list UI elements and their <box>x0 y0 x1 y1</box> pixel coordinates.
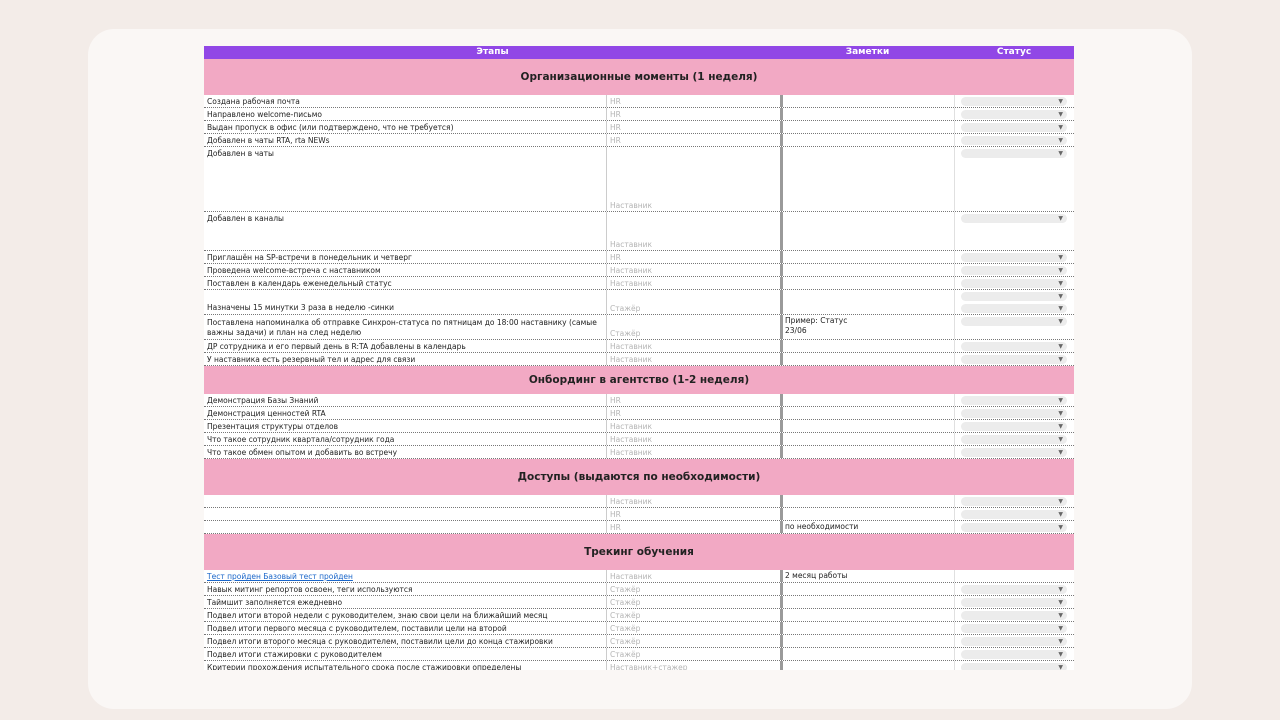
status-cell <box>954 508 1074 520</box>
chevron-down-icon: ▼ <box>1058 612 1063 619</box>
stage-text: Поставлен в календарь еженедельный статус <box>207 279 392 288</box>
stage-cell <box>204 95 606 107</box>
table-row <box>204 407 1074 420</box>
column-header-stages: Этапы <box>476 47 509 57</box>
owner-text: HR <box>610 510 621 519</box>
status-cell <box>954 521 1074 533</box>
owner-cell <box>606 212 780 250</box>
stage-text: Подвел итоги второй недели с руководителем, знаю свои цели на ближайший месяц <box>207 611 548 620</box>
status-dropdown[interactable] <box>961 304 1067 313</box>
table-row <box>204 596 1074 609</box>
status-dropdown[interactable] <box>961 585 1067 594</box>
stage-text: Подвел итоги первого месяца с руководителем, поставили цели на второй <box>207 624 507 633</box>
chevron-down-icon: ▼ <box>1058 638 1063 645</box>
owner-text: HR <box>610 110 621 119</box>
section-header: Трекинг обучения <box>204 534 1074 570</box>
column-header-notes: Заметки <box>845 47 890 57</box>
status-cell <box>954 648 1074 660</box>
stage-cell <box>204 609 606 621</box>
table-row <box>204 277 1074 290</box>
notes-cell[interactable] <box>780 622 954 634</box>
stage-cell <box>204 508 606 520</box>
owner-text: Наставник <box>610 240 653 249</box>
chevron-down-icon: ▼ <box>1058 254 1063 261</box>
status-dropdown[interactable] <box>961 448 1067 457</box>
spreadsheet <box>204 46 1074 670</box>
stage-text: Что такое сотрудник квартала/сотрудник года <box>207 435 395 444</box>
notes-cell[interactable] <box>780 340 954 352</box>
table-row <box>204 420 1074 433</box>
notes-cell[interactable] <box>780 521 954 533</box>
stage-cell <box>204 290 606 314</box>
notes-cell[interactable] <box>780 508 954 520</box>
table-row <box>204 315 1074 340</box>
status-cell <box>954 583 1074 595</box>
status-cell <box>954 420 1074 432</box>
stage-text: Направлено welcome-письмо <box>207 110 322 119</box>
status-cell <box>954 622 1074 634</box>
notes-cell[interactable] <box>780 353 954 365</box>
owner-text: Наставник <box>610 497 653 506</box>
owner-cell <box>606 635 780 647</box>
stage-cell <box>204 121 606 133</box>
owner-text: Стажёр <box>610 598 641 607</box>
table-row <box>204 212 1074 251</box>
owner-text: Наставник <box>610 342 653 351</box>
status-dropdown[interactable] <box>961 136 1067 145</box>
status-dropdown[interactable] <box>961 435 1067 444</box>
notes-cell[interactable] <box>780 433 954 445</box>
chevron-down-icon: ▼ <box>1058 511 1063 518</box>
chevron-down-icon: ▼ <box>1058 410 1063 417</box>
notes-cell[interactable] <box>780 420 954 432</box>
table-row <box>204 264 1074 277</box>
owner-text: Наставник <box>610 435 653 444</box>
owner-text: Наставник+стажер <box>610 663 688 670</box>
table-row <box>204 635 1074 648</box>
stage-cell <box>204 340 606 352</box>
stage-cell <box>204 134 606 146</box>
status-cell <box>954 635 1074 647</box>
stage-text: Подвел итоги стажировки с руководителем <box>207 650 382 659</box>
notes-cell[interactable] <box>780 407 954 419</box>
status-cell <box>954 340 1074 352</box>
notes-text: Пример: Статус 23/06 <box>785 316 848 335</box>
chevron-down-icon: ▼ <box>1058 498 1063 505</box>
notes-cell[interactable] <box>780 95 954 107</box>
stage-cell <box>204 635 606 647</box>
section-header: Организационные моменты (1 неделя) <box>204 59 1074 95</box>
table-row <box>204 495 1074 508</box>
status-dropdown[interactable] <box>961 253 1067 262</box>
stage-text: ДР сотрудника и его первый день в R:TA добавлены в календарь <box>207 342 466 351</box>
section-header: Онбординг в агентство (1-2 неделя) <box>204 366 1074 394</box>
owner-cell <box>606 583 780 595</box>
status-cell <box>954 147 1074 211</box>
owner-text: Стажёр <box>610 650 641 659</box>
table-row <box>204 446 1074 459</box>
owner-cell <box>606 251 780 263</box>
notes-cell[interactable] <box>780 251 954 263</box>
owner-text: HR <box>610 123 621 132</box>
status-dropdown[interactable] <box>961 396 1067 405</box>
notes-cell[interactable] <box>780 264 954 276</box>
table-row <box>204 583 1074 596</box>
table-row <box>204 251 1074 264</box>
chevron-down-icon: ▼ <box>1058 137 1063 144</box>
status-dropdown[interactable] <box>961 279 1067 288</box>
chevron-down-icon: ▼ <box>1058 318 1063 325</box>
chevron-down-icon: ▼ <box>1058 356 1063 363</box>
owner-text: Стажёр <box>610 624 641 633</box>
table-row <box>204 121 1074 134</box>
stage-cell <box>204 596 606 608</box>
status-cell <box>954 251 1074 263</box>
notes-cell[interactable] <box>780 648 954 660</box>
table-row <box>204 290 1074 315</box>
status-cell <box>954 609 1074 621</box>
status-cell <box>954 446 1074 458</box>
chevron-down-icon: ▼ <box>1058 215 1063 222</box>
table-row <box>204 134 1074 147</box>
status-dropdown[interactable] <box>961 149 1067 158</box>
stage-text: Добавлен в каналы <box>207 214 284 223</box>
chevron-down-icon: ▼ <box>1058 423 1063 430</box>
owner-text: Стажёр <box>610 304 641 313</box>
owner-cell <box>606 446 780 458</box>
owner-text: Наставник <box>610 422 653 431</box>
table-row <box>204 95 1074 108</box>
notes-cell[interactable] <box>780 570 954 582</box>
stage-text: Добавлен в чаты <box>207 149 274 158</box>
notes-cell[interactable] <box>780 394 954 406</box>
notes-cell[interactable] <box>780 108 954 120</box>
owner-cell <box>606 420 780 432</box>
owner-cell <box>606 95 780 107</box>
status-cell <box>954 407 1074 419</box>
notes-cell[interactable] <box>780 147 954 211</box>
stage-cell <box>204 622 606 634</box>
status-cell <box>954 661 1074 670</box>
table-row <box>204 622 1074 635</box>
stage-text: Поставлена напоминалка об отправке Синхрон-статуса по пятницам до 18:00 наставнику (самые важны задачи) и план на след неделю <box>207 318 597 337</box>
stage-cell <box>204 264 606 276</box>
owner-cell <box>606 570 780 582</box>
stage-cell <box>204 108 606 120</box>
stage-cell <box>204 446 606 458</box>
chevron-down-icon: ▼ <box>1058 586 1063 593</box>
status-dropdown[interactable] <box>961 342 1067 351</box>
stage-cell <box>204 353 606 365</box>
notes-cell[interactable] <box>780 315 954 339</box>
stage-text: Критерии прохождения испытательного срока после стажировки определены <box>207 663 522 670</box>
notes-cell[interactable] <box>780 212 954 250</box>
notes-cell[interactable] <box>780 661 954 670</box>
owner-cell <box>606 622 780 634</box>
table-row <box>204 340 1074 353</box>
table-row <box>204 648 1074 661</box>
chevron-down-icon: ▼ <box>1058 651 1063 658</box>
owner-text: HR <box>610 523 621 532</box>
table-row <box>204 108 1074 121</box>
chevron-down-icon: ▼ <box>1058 150 1063 157</box>
chevron-down-icon: ▼ <box>1058 305 1063 312</box>
stage-text: Презентация структуры отделов <box>207 422 339 431</box>
stage-cell <box>204 495 606 507</box>
table-row <box>204 433 1074 446</box>
owner-cell <box>606 353 780 365</box>
table-row <box>204 661 1074 670</box>
status-cell <box>954 596 1074 608</box>
owner-cell <box>606 277 780 289</box>
chevron-down-icon: ▼ <box>1058 111 1063 118</box>
chevron-down-icon: ▼ <box>1058 343 1063 350</box>
owner-text: Наставник <box>610 266 653 275</box>
chevron-down-icon: ▼ <box>1058 436 1063 443</box>
owner-cell <box>606 596 780 608</box>
owner-text: Наставник <box>610 201 653 210</box>
stage-text: Выдан пропуск в офис (или подтверждено, что не требуется) <box>207 123 454 132</box>
owner-cell <box>606 407 780 419</box>
owner-cell <box>606 147 780 211</box>
status-dropdown[interactable] <box>961 624 1067 633</box>
chevron-down-icon: ▼ <box>1058 397 1063 404</box>
stage-cell[interactable] <box>204 570 606 582</box>
owner-text: HR <box>610 136 621 145</box>
owner-text: Стажёр <box>610 585 641 594</box>
status-cell <box>954 264 1074 276</box>
owner-cell <box>606 394 780 406</box>
notes-cell[interactable] <box>780 277 954 289</box>
status-cell <box>954 570 1074 582</box>
notes-cell[interactable] <box>780 121 954 133</box>
owner-cell <box>606 661 780 670</box>
status-dropdown[interactable] <box>961 292 1067 301</box>
chevron-down-icon: ▼ <box>1058 524 1063 531</box>
status-cell <box>954 315 1074 339</box>
owner-cell <box>606 108 780 120</box>
notes-cell[interactable] <box>780 446 954 458</box>
owner-cell <box>606 433 780 445</box>
owner-cell <box>606 134 780 146</box>
owner-text: Стажёр <box>610 329 641 338</box>
notes-cell[interactable] <box>780 609 954 621</box>
status-cell <box>954 290 1074 314</box>
stage-text: Навык митинг репортов освоен, теги используются <box>207 585 413 594</box>
stage-text: Назначены 15 минутки 3 раза в неделю -синки <box>207 303 395 312</box>
status-dropdown[interactable] <box>961 214 1067 223</box>
stage-cell <box>204 147 606 211</box>
stage-cell <box>204 521 606 533</box>
status-dropdown[interactable] <box>961 97 1067 106</box>
chevron-down-icon: ▼ <box>1058 664 1063 670</box>
owner-text: Наставник <box>610 572 653 581</box>
stage-cell <box>204 583 606 595</box>
owner-cell <box>606 495 780 507</box>
owner-cell <box>606 648 780 660</box>
chevron-down-icon: ▼ <box>1058 449 1063 456</box>
owner-text: Стажёр <box>610 637 641 646</box>
owner-cell <box>606 290 780 314</box>
stage-text: У наставника есть резервный тел и адрес для связи <box>207 355 416 364</box>
stage-cell <box>204 315 606 339</box>
status-cell <box>954 108 1074 120</box>
owner-cell <box>606 521 780 533</box>
notes-cell[interactable] <box>780 583 954 595</box>
notes-text: по необходимости <box>785 522 859 531</box>
stage-cell <box>204 433 606 445</box>
table-row <box>204 609 1074 622</box>
owner-cell <box>606 340 780 352</box>
stage-text: Демонстрация ценностей RTA <box>207 409 326 418</box>
status-dropdown[interactable] <box>961 650 1067 659</box>
table-row <box>204 353 1074 366</box>
stage-text: Подвел итоги второго месяца с руководителем, поставили цели до конца стажировки <box>207 637 553 646</box>
status-cell <box>954 121 1074 133</box>
stage-cell <box>204 394 606 406</box>
table-row <box>204 570 1074 583</box>
owner-cell <box>606 121 780 133</box>
table-row <box>204 508 1074 521</box>
stage-cell <box>204 661 606 670</box>
status-cell <box>954 433 1074 445</box>
status-dropdown[interactable] <box>961 317 1067 326</box>
status-dropdown[interactable] <box>961 355 1067 364</box>
owner-text: Наставник <box>610 279 653 288</box>
notes-cell[interactable] <box>780 134 954 146</box>
owner-cell <box>606 315 780 339</box>
stage-text: Демонстрация Базы Знаний <box>207 396 319 405</box>
stage-text: Добавлен в чаты RTA, rta NEWs <box>207 136 330 145</box>
status-dropdown[interactable] <box>961 663 1067 670</box>
table-row <box>204 521 1074 534</box>
section-header: Доступы (выдаются по необходимости) <box>204 459 1074 495</box>
stage-text: Таймшит заполняется ежедневно <box>207 598 343 607</box>
owner-text: Наставник <box>610 355 653 364</box>
owner-cell <box>606 508 780 520</box>
stage-text: Что такое обмен опытом и добавить во встречу <box>207 448 398 457</box>
sheet-body <box>204 59 1074 670</box>
owner-text: Наставник <box>610 448 653 457</box>
status-cell <box>954 95 1074 107</box>
owner-cell <box>606 264 780 276</box>
status-dropdown[interactable] <box>961 123 1067 132</box>
column-header-status: Статус <box>996 47 1032 57</box>
status-cell <box>954 212 1074 250</box>
chevron-down-icon: ▼ <box>1058 599 1063 606</box>
status-dropdown[interactable] <box>961 422 1067 431</box>
stage-text: Приглашён на SP-встречи в понедельник и четверг <box>207 253 412 262</box>
owner-text: HR <box>610 409 621 418</box>
status-dropdown[interactable] <box>961 637 1067 646</box>
status-dropdown[interactable] <box>961 497 1067 506</box>
status-dropdown[interactable] <box>961 523 1067 532</box>
status-cell <box>954 277 1074 289</box>
owner-text: Стажёр <box>610 611 641 620</box>
status-cell <box>954 394 1074 406</box>
stage-cell <box>204 648 606 660</box>
stage-cell <box>204 407 606 419</box>
status-dropdown[interactable] <box>961 266 1067 275</box>
notes-text: 2 месяц работы <box>785 571 848 580</box>
test-link[interactable]: Тест пройден Базовый тест пройден <box>207 572 353 581</box>
status-dropdown[interactable] <box>961 611 1067 620</box>
table-row <box>204 147 1074 212</box>
notes-cell[interactable] <box>780 635 954 647</box>
stage-text: Создана рабочая почта <box>207 97 300 106</box>
chevron-down-icon: ▼ <box>1058 280 1063 287</box>
stage-text: Проведена welcome-встреча с наставником <box>207 266 381 275</box>
table-row <box>204 394 1074 407</box>
stage-cell <box>204 212 606 250</box>
notes-cell[interactable] <box>780 596 954 608</box>
status-cell <box>954 495 1074 507</box>
status-dropdown[interactable] <box>961 409 1067 418</box>
chevron-down-icon: ▼ <box>1058 124 1063 131</box>
notes-cell[interactable] <box>780 290 954 314</box>
chevron-down-icon: ▼ <box>1058 267 1063 274</box>
status-cell <box>954 134 1074 146</box>
chevron-down-icon: ▼ <box>1058 293 1063 300</box>
status-cell <box>954 353 1074 365</box>
owner-text: HR <box>610 97 621 106</box>
chevron-down-icon: ▼ <box>1058 98 1063 105</box>
stage-cell <box>204 420 606 432</box>
owner-cell <box>606 609 780 621</box>
chevron-down-icon: ▼ <box>1058 625 1063 632</box>
stage-cell <box>204 251 606 263</box>
owner-text: HR <box>610 253 621 262</box>
column-header-row <box>204 46 1074 59</box>
status-dropdown[interactable] <box>961 510 1067 519</box>
stage-cell <box>204 277 606 289</box>
status-dropdown[interactable] <box>961 598 1067 607</box>
owner-text: HR <box>610 396 621 405</box>
status-dropdown[interactable] <box>961 110 1067 119</box>
notes-cell[interactable] <box>780 495 954 507</box>
